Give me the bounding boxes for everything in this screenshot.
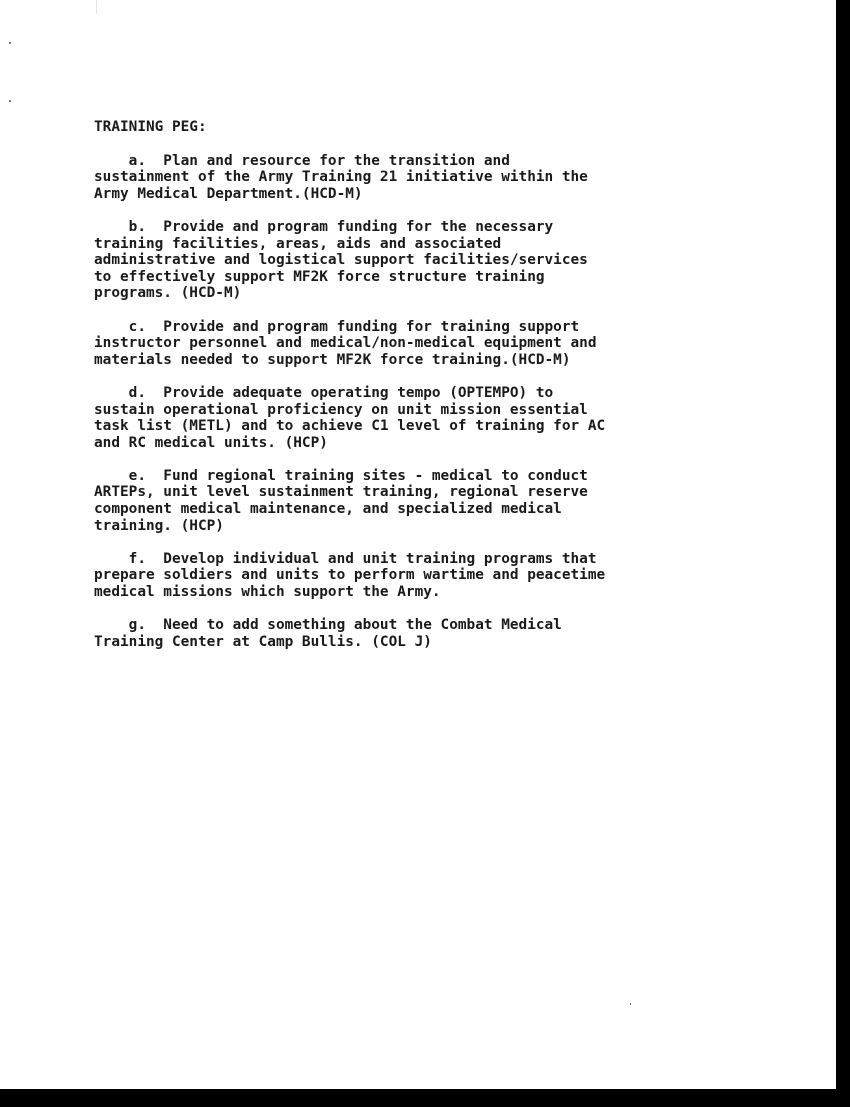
paragraph-line: Army Medical Department.(HCD-M)	[94, 185, 363, 202]
paragraph-line: training facilities, areas, aids and associated	[94, 235, 502, 252]
paragraph-line: instructor personnel and medical/non-medical equipment and	[94, 335, 597, 352]
list-item	[94, 617, 704, 650]
paragraph-line: prepare soldiers and units to perform wartime and peacetime	[94, 567, 606, 584]
list-item	[94, 219, 704, 302]
paragraph-line: d. Provide adequate operating tempo (OPTEMPO) to	[94, 384, 554, 401]
list-item	[94, 153, 704, 203]
paragraph-line: e. Fund regional training sites - medical to conduct	[94, 467, 588, 484]
document-heading: TRAINING PEG:	[94, 119, 207, 135]
list-item	[94, 468, 704, 534]
document-body	[94, 119, 704, 667]
paragraph-line: materials needed to support MF2K force training.(HCD-M)	[94, 351, 571, 368]
scan-speck	[9, 42, 11, 44]
paragraph-line: g. Need to add something about the Combat Medical	[94, 617, 562, 634]
paragraph-line: c. Provide and program funding for training support	[94, 318, 580, 335]
scan-speck	[9, 100, 11, 102]
paragraph-line: administrative and logistical support facilities/services	[94, 252, 588, 269]
paragraph-line: a. Plan and resource for the transition and	[94, 152, 510, 169]
paragraph-line: training. (HCP)	[94, 517, 224, 534]
paragraph-list	[94, 153, 704, 651]
scan-speck	[630, 1003, 631, 1005]
list-item	[94, 319, 704, 369]
paragraph-line: sustainment of the Army Training 21 initiative within the	[94, 169, 588, 186]
paragraph-line: to effectively support MF2K force structure training	[94, 268, 545, 285]
scan-border-bottom	[0, 1089, 850, 1107]
paragraph-line: ARTEPs, unit level sustainment training, regional reserve	[94, 484, 588, 501]
paragraph-line: b. Provide and program funding for the necessary	[94, 218, 554, 235]
paragraph-line: task list (METL) and to achieve C1 level of training for AC	[94, 418, 606, 435]
list-item	[94, 551, 704, 601]
paragraph-line: and RC medical units. (HCP)	[94, 434, 328, 451]
scan-border-right	[836, 0, 850, 1107]
paragraph-line: medical missions which support the Army.	[94, 584, 441, 601]
paragraph-line: programs. (HCD-M)	[94, 285, 242, 302]
paragraph-line: Training Center at Camp Bullis. (COL J)	[94, 633, 432, 650]
list-item	[94, 385, 704, 451]
paragraph-line: f. Develop individual and unit training programs that	[94, 550, 597, 567]
paragraph-line: sustain operational proficiency on unit mission essential	[94, 401, 588, 418]
paragraph-line: component medical maintenance, and specialized medical	[94, 501, 562, 518]
scan-artifact-line	[96, 0, 97, 14]
